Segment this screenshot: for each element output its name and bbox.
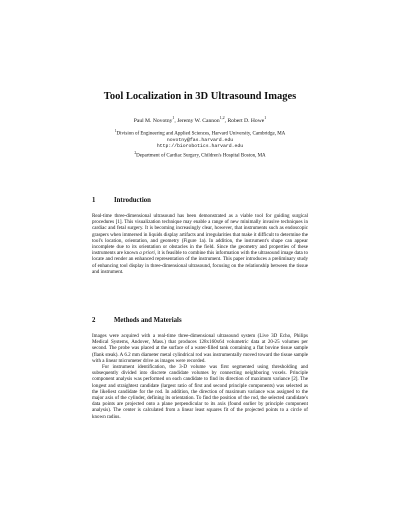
lab-url: http://biorobotics.harvard.edu [156,144,244,150]
affiliation-text: Division of Engineering and Applied Sciences, Harvard University, Cambridge, MA [116,131,286,137]
author-affiliation-mark: 1 [264,115,267,120]
introduction-paragraph [92,213,308,275]
section-number: 1 [92,197,96,204]
section-title: Introduction [114,197,151,204]
section-number: 2 [92,317,96,324]
author-email: novotny@fas.harvard.edu [166,137,234,143]
author-affiliation-mark: 1 [172,115,175,120]
methods-paragraph-2: For instrument identification, the 3-D volume was first segmented using thresholding and subsequently divided into discrete candidate volumes by connecting neighboring voxels. Principle component analysis was performed on each candidate to find its direction of maximum variance [2]. The longest and straightest candidate (largest ratio of first and second principle components) was selected as the likeliest candidate for the rod. In addition, the direction of maximum variance was assigned to the major axis of the cylinder, defining its orientation. To find the position of the rod, the selected candidate's data points are projected onto a plane perpendicular to its axis (found earlier by principle component analysis). The center is calculated from a linear least squares fit of the projected points to a circle of known radius. [92,364,308,420]
affiliation-mark: 2 [134,151,137,156]
paragraph-text: Real-time three-dimensional ultrasound has been demonstrated as a viable tool for guiding surgical procedures [1]. This visualization technique may enable a range of new minimally invasive techniques in cardiac and fetal surgery. It is becoming increasingly clear, however, that instruments such as endoscopic graspers when immersed in liquids display artifacts and irregularities that make it difficult to determine the tool's location, orientation, and geometry (Figure 1a). In addition, the instrument's shape can appear incomplete due to its orientation or obstacles in the field. Since the geometry and properties of these instruments are known [92,213,308,257]
affiliation-line [0,150,400,160]
italic-term: a priori [139,250,155,257]
affiliation-line [0,128,400,138]
affiliation-mark: 1 [114,129,117,133]
methods-paragraph-1: Images were acquired with a real-time three-dimensional ultrasound system (Live 3D Echo, Philips Medical Systems, Andover, Mass.) that produces 128x160x64 volumetric data at 20-25 volumes per second. The probe was placed at the surface of a water-filled tank containing a flat bovine tissue sample (flank steak). A 6.2 mm diameter metal cylindrical rod was instrumentally moved toward the tissue sample with a linear micrometer drive as images were recorded. [92,333,308,364]
paper-title: Tool Localization in 3D Ultrasound Images [103,91,297,102]
section-heading-methods [92,317,182,324]
affiliation-text: Department of Cardiac Surgery, Children's Hospital Boston, MA [136,153,266,159]
author-name: Jeremy W. Cannon [177,117,220,124]
author-name: Robert D. Howe [227,117,265,124]
paragraph-text: , it is feasible to combine this information with the ultrasound image data to locate and render an enhanced representation of the instrument. This paper introduces a preliminary study of enhancing tool display in three-dimensional ultrasound, focusing on the relationship between the tissue and instrument. [92,250,308,275]
section-heading-introduction [92,197,151,204]
author-name: Paul M. Novotny [133,117,173,124]
affiliations [0,128,400,160]
author-affiliation-mark: 1,2 [219,115,225,120]
section-title: Methods and Materials [114,317,182,324]
author-list: Paul M. Novotny$^1$, Jeremy W. Cannon$^{1,2}$, Robert D. Howe$^1$ [133,115,267,124]
